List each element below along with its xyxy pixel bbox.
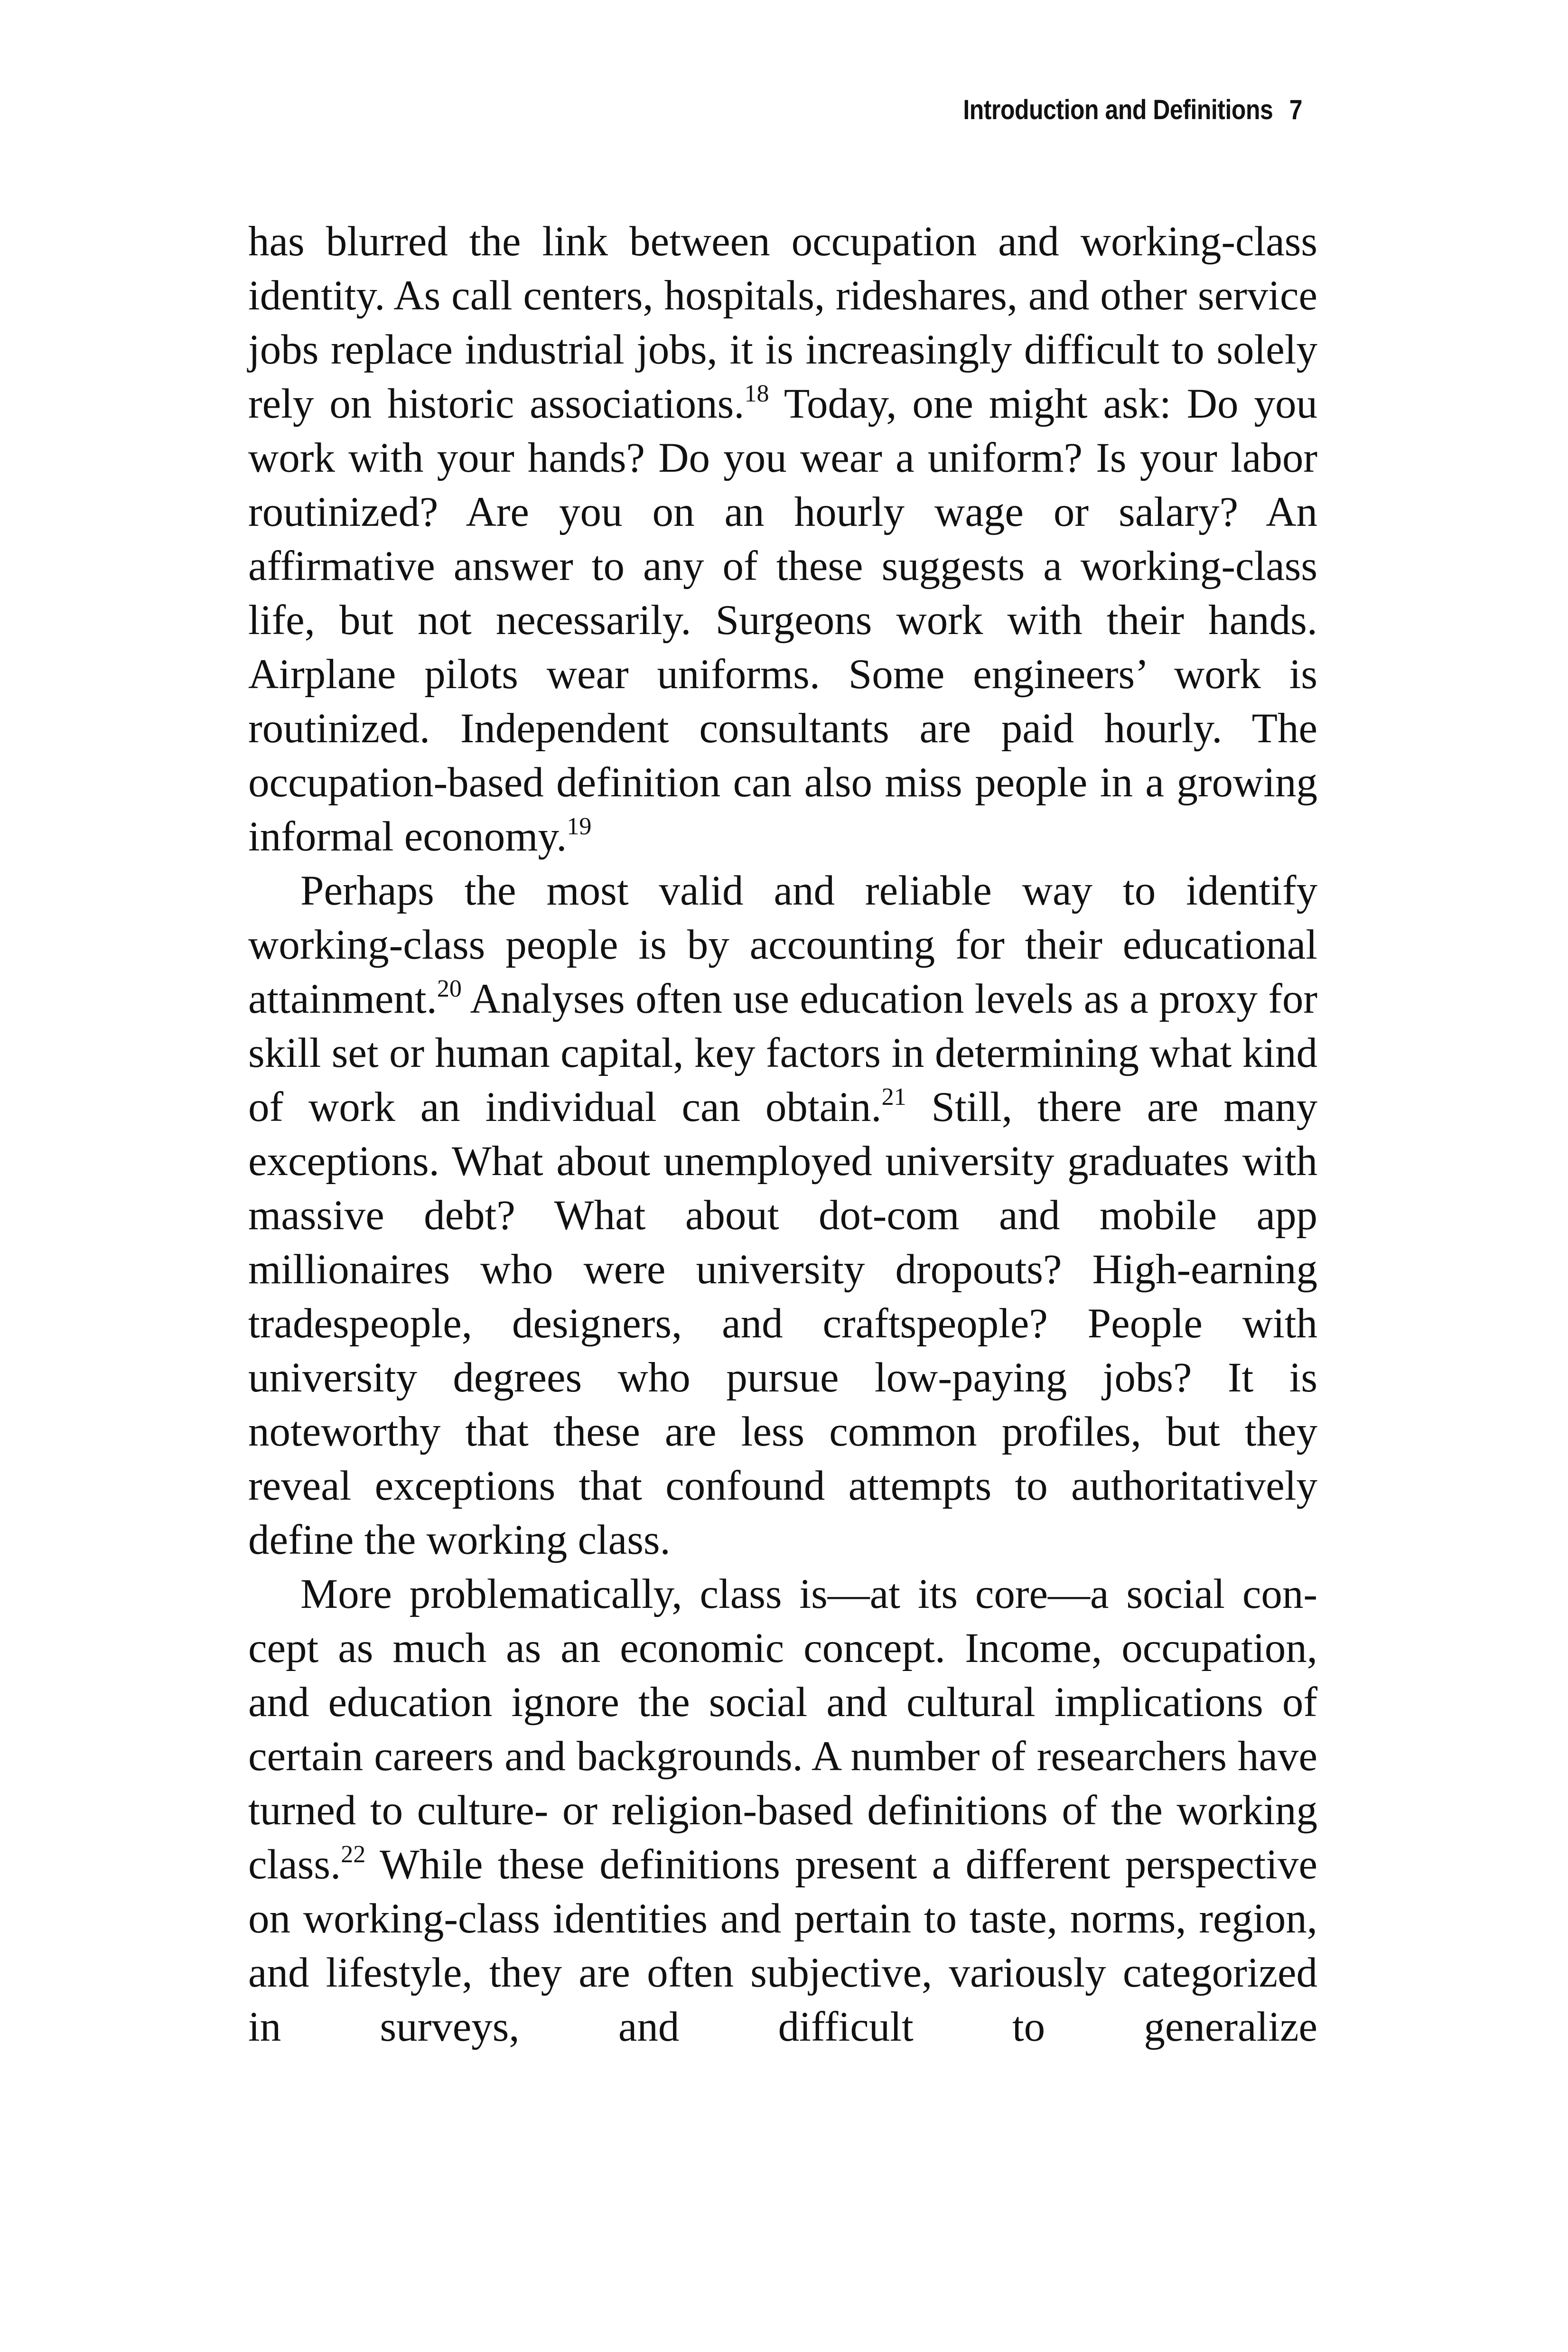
paragraph-1 xyxy=(248,215,1317,864)
paragraph-2-text-b: Analyses often use education levels as a proxy for skill set or human capital, key factors in determining what kind of work an individual can obtain. xyxy=(248,976,1317,1130)
paragraph-2-text-c: Still, there are many exceptions. What about unemployed university graduates with massive debt? What about dot-com and mobile app millionaires who were university dropouts? High-earning tradespeople, designers, and craftspeople? People with university degrees who pursue low-paying jobs? It is noteworthy that these are less common profiles, but they reveal exceptions that confound attempts to authoritatively define the working class. xyxy=(248,1084,1317,1563)
paragraph-1-text-a: has blurred the link between occupation and working-class identity. As call centers, hospitals, rideshares, and other service jobs replace industrial jobs, it is increasingly difficult to solely rely on historic associations. xyxy=(248,218,1317,427)
running-header xyxy=(963,94,1302,126)
footnote-ref-22: 22 xyxy=(341,1841,366,1868)
paragraph-1-text-b: Today, one might ask: Do you work with your hands? Do you wear a uniform? Is your labor routinized? Are you on an hourly wage or salary? An affirmative answer to any of these suggests a working-class life, but not necessarily. Surgeons work with their hands. Airplane pilots wear uniforms. Some engineers’ work is routinized. Independent consultants are paid hourly. The occupation-based definition can also miss people in a growing informal economy. xyxy=(248,381,1317,860)
paragraph-2 xyxy=(248,864,1317,1567)
chapter-title: Introduction and Definitions xyxy=(963,94,1273,125)
body-text xyxy=(248,215,1317,2054)
paragraph-3 xyxy=(248,1567,1317,2054)
footnote-ref-20: 20 xyxy=(437,975,462,1002)
paragraph-2-text-a: Perhaps the most valid and reliable way to identify working-class people is by accounting for their educational attainment. xyxy=(248,868,1317,1022)
footnote-ref-21: 21 xyxy=(881,1083,906,1111)
page-number: 7 xyxy=(1289,94,1302,125)
paragraph-3-text-a: More problematically, class is—at its core—a social concept as much as an economic concept. Income, occupation, and education ignore the social and cultural implications of certain careers and backgrounds. A number of researchers have turned to culture- or religion-based definitions of the working class. xyxy=(248,1571,1317,1888)
paragraph-3-text-b: While these definitions present a different perspective on working-class identities and pertain to taste, norms, region, and lifestyle, they are often subjective, variously categorized in surveys, and difficult to generalize xyxy=(248,1841,1317,2050)
footnote-ref-18: 18 xyxy=(744,380,769,407)
footnote-ref-19: 19 xyxy=(567,813,592,840)
